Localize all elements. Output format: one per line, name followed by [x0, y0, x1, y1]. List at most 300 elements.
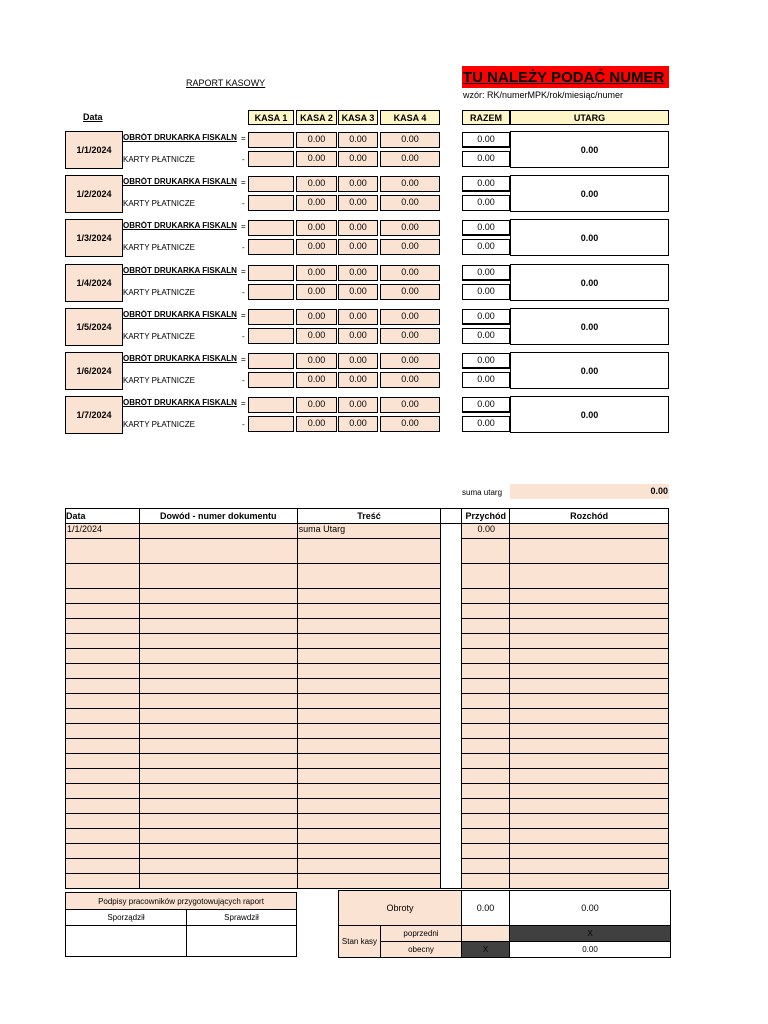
ledger-cell-document[interactable]	[139, 859, 297, 874]
ledger-cell-content[interactable]	[297, 664, 441, 679]
ledger-cell-document[interactable]	[139, 649, 297, 664]
ledger-cell-expense[interactable]	[510, 564, 669, 589]
ledger-cell-income[interactable]: 0.00	[462, 524, 510, 539]
ledger-cell-expense[interactable]	[510, 799, 669, 814]
ledger-cell-date[interactable]	[66, 799, 140, 814]
payment-cards-dash: -	[242, 332, 245, 341]
fiscal-printer-label: OBRÓT DRUKARKA FISKALN	[123, 177, 237, 186]
fiscal-printer-label: OBRÓT DRUKARKA FISKALN	[123, 221, 237, 230]
report-title: RAPORT KASOWY	[186, 78, 266, 88]
ledger-cell-income[interactable]	[462, 709, 510, 724]
ledger-cell-content[interactable]	[297, 739, 441, 754]
fiscal-printer-label: OBRÓT DRUKARKA FISKALN	[123, 354, 237, 363]
ledger-cell-content[interactable]	[297, 619, 441, 634]
ledger-row	[66, 814, 669, 829]
ledger-cell-expense[interactable]	[510, 844, 669, 859]
kasa4-cards-input[interactable]: 0.00	[380, 239, 440, 255]
kasa4-fiscal-input[interactable]: 0.00	[380, 132, 440, 148]
day-date: 1/3/2024	[65, 219, 123, 257]
kasa3-cards-input[interactable]: 0.00	[338, 284, 378, 300]
kasa4-fiscal-input[interactable]: 0.00	[380, 265, 440, 281]
ledger-cell-date[interactable]	[66, 694, 140, 709]
day-date: 1/7/2024	[65, 396, 123, 434]
fiscal-printer-equals: =	[241, 134, 246, 143]
ledger-row	[66, 634, 669, 649]
ledger-cell-content[interactable]	[297, 679, 441, 694]
ledger-cell-expense[interactable]	[510, 754, 669, 769]
fiscal-printer-label: OBRÓT DRUKARKA FISKALN	[123, 310, 237, 319]
ledger-cell-content[interactable]	[297, 784, 441, 799]
current-x-cell: X	[462, 941, 510, 957]
ledger-cell-date[interactable]	[66, 679, 140, 694]
ledger-row	[66, 649, 669, 664]
ledger-cell-content[interactable]	[297, 694, 441, 709]
ledger-cell-date[interactable]	[66, 784, 140, 799]
ledger-cell-document[interactable]	[139, 604, 297, 619]
ledger-cell-income[interactable]	[462, 589, 510, 604]
kasa2-fiscal-input[interactable]: 0.00	[296, 220, 337, 236]
kasa1-cards-input[interactable]	[248, 195, 294, 211]
number-pattern: wzór: RK/numerMPK/rok/miesiąc/numer	[463, 90, 624, 100]
kasa4-fiscal-input[interactable]: 0.00	[380, 309, 440, 325]
ledger-header-expense: Rozchód	[510, 509, 669, 524]
ledger-row	[66, 874, 669, 889]
ledger-cell-income[interactable]	[462, 679, 510, 694]
kasa4-cards-input[interactable]: 0.00	[380, 372, 440, 388]
kasa2-fiscal-input[interactable]: 0.00	[296, 309, 337, 325]
ledger-cell-document[interactable]	[139, 679, 297, 694]
ledger-cell-income[interactable]	[462, 814, 510, 829]
ledger-cell-expense[interactable]	[510, 874, 669, 889]
ledger-cell-date[interactable]	[66, 604, 140, 619]
ledger-cell-content[interactable]	[297, 564, 441, 589]
ledger-cell-income[interactable]	[462, 844, 510, 859]
ledger-cell-blank	[441, 739, 462, 754]
prepared-by-label: Sporządził	[107, 913, 145, 922]
ledger-cell-document[interactable]	[139, 784, 297, 799]
ledger-cell-content[interactable]	[297, 754, 441, 769]
ledger-cell-expense[interactable]	[510, 679, 669, 694]
ledger-cell-expense[interactable]	[510, 539, 669, 564]
ledger-cell-document[interactable]	[139, 844, 297, 859]
ledger-header-row	[66, 509, 669, 524]
payment-cards-dash: -	[242, 199, 245, 208]
payment-cards-label: KARTY PŁATNICZE	[123, 243, 196, 252]
ledger-cell-date[interactable]	[66, 844, 140, 859]
kasa4-fiscal-input[interactable]: 0.00	[380, 176, 440, 192]
ledger-cell-blank	[441, 784, 462, 799]
payment-cards-dash: -	[242, 420, 245, 429]
ledger-cell-expense[interactable]	[510, 619, 669, 634]
utarg-value: 0.00	[510, 396, 669, 433]
fiscal-printer-equals: =	[241, 178, 246, 187]
kasa1-cards-input[interactable]	[248, 239, 294, 255]
razem-header: RAZEM	[462, 110, 510, 125]
turnover-expense: 0.00	[581, 903, 599, 913]
kasa3-fiscal-input[interactable]: 0.00	[338, 220, 378, 236]
ledger-cell-income[interactable]	[462, 799, 510, 814]
checked-by-label: Sprawdził	[186, 910, 296, 925]
ledger-cell-expense[interactable]	[510, 694, 669, 709]
payment-cards-label: KARTY PŁATNICZE	[123, 420, 196, 429]
kasa1-fiscal-input[interactable]	[248, 353, 294, 369]
ledger-row	[66, 589, 669, 604]
kasa2-header: KASA 2	[296, 110, 337, 125]
ledger-cell-blank	[441, 829, 462, 844]
ledger-cell-income[interactable]	[462, 874, 510, 889]
utarg-value: 0.00	[510, 264, 669, 301]
kasa4-fiscal-input[interactable]: 0.00	[380, 397, 440, 413]
ledger-cell-content[interactable]	[297, 589, 441, 604]
ledger-row	[66, 859, 669, 874]
ledger-cell-income[interactable]	[462, 649, 510, 664]
utarg-value: 0.00	[510, 219, 669, 256]
utarg-value: 0.00	[510, 175, 669, 212]
kasa4-cards-input[interactable]: 0.00	[380, 284, 440, 300]
ledger-cell-expense[interactable]	[510, 739, 669, 754]
ledger-cell-document[interactable]	[139, 664, 297, 679]
ledger-cell-document[interactable]	[139, 539, 297, 564]
kasa3-fiscal-input[interactable]: 0.00	[338, 265, 378, 281]
ledger-row	[66, 739, 669, 754]
day-date: 1/6/2024	[65, 352, 123, 390]
ledger-cell-blank	[441, 709, 462, 724]
ledger-cell-document[interactable]	[139, 754, 297, 769]
kasa3-cards-input[interactable]: 0.00	[338, 372, 378, 388]
ledger-cell-date[interactable]	[66, 769, 140, 784]
ledger-cell-expense[interactable]	[510, 724, 669, 739]
ledger-cell-content[interactable]	[297, 799, 441, 814]
ledger-cell-income[interactable]	[462, 539, 510, 564]
ledger-cell-income[interactable]	[462, 619, 510, 634]
ledger-cell-blank	[441, 874, 462, 889]
ledger-cell-document[interactable]	[139, 829, 297, 844]
payment-cards-label: KARTY PŁATNICZE	[123, 288, 196, 297]
ledger-cell-income[interactable]	[462, 694, 510, 709]
ledger-cell-expense[interactable]	[510, 524, 669, 539]
ledger-cell-income[interactable]	[462, 829, 510, 844]
razem-cards-value: 0.00	[462, 372, 510, 388]
razem-cards-value: 0.00	[462, 284, 510, 300]
signatures-title: Podpisy pracowników przygotowujących raport	[66, 893, 296, 910]
ledger-header-income: Przychód	[462, 509, 510, 524]
ledger-cell-blank	[441, 724, 462, 739]
kasa3-cards-input[interactable]: 0.00	[338, 416, 378, 432]
ledger-cell-content[interactable]	[297, 709, 441, 724]
ledger-cell-document[interactable]	[139, 694, 297, 709]
ledger-header-blank	[441, 509, 462, 524]
kasa1-fiscal-input[interactable]	[248, 309, 294, 325]
kasa2-fiscal-input[interactable]: 0.00	[296, 265, 337, 281]
kasa2-fiscal-input[interactable]: 0.00	[296, 397, 337, 413]
ledger-cell-document[interactable]	[139, 589, 297, 604]
kasa1-fiscal-input[interactable]	[248, 132, 294, 148]
kasa3-cards-input[interactable]: 0.00	[338, 328, 378, 344]
kasa3-fiscal-input[interactable]: 0.00	[338, 132, 378, 148]
ledger-cell-date[interactable]	[66, 539, 140, 564]
ledger-row	[66, 564, 669, 589]
ledger-cell-blank	[441, 769, 462, 784]
kasa2-cards-input[interactable]: 0.00	[296, 284, 337, 300]
previous-value[interactable]	[462, 925, 510, 941]
ledger-header-document: Dowód - numer dokumentu	[139, 509, 297, 524]
ledger-cell-expense[interactable]	[510, 784, 669, 799]
kasa1-fiscal-input[interactable]	[248, 176, 294, 192]
fiscal-printer-equals: =	[241, 222, 246, 231]
payment-cards-label: KARTY PŁATNICZE	[123, 199, 196, 208]
ledger-cell-blank	[441, 694, 462, 709]
ledger-row	[66, 664, 669, 679]
ledger-cell-income[interactable]	[462, 564, 510, 589]
ledger-row	[66, 754, 669, 769]
ledger-row	[66, 724, 669, 739]
current-label: obecny	[381, 941, 462, 957]
fiscal-printer-equals: =	[241, 311, 246, 320]
kasa4-cards-input[interactable]: 0.00	[380, 416, 440, 432]
ledger-cell-expense[interactable]	[510, 829, 669, 844]
ledger-cell-expense[interactable]	[510, 814, 669, 829]
payment-cards-dash: -	[242, 376, 245, 385]
ledger-cell-content[interactable]	[297, 649, 441, 664]
kasa2-cards-input[interactable]: 0.00	[296, 372, 337, 388]
ledger-cell-income[interactable]	[462, 754, 510, 769]
kasa4-cards-input[interactable]: 0.00	[380, 195, 440, 211]
kasa2-cards-input[interactable]: 0.00	[296, 195, 337, 211]
razem-fiscal-value: 0.00	[462, 265, 510, 281]
utarg-value: 0.00	[510, 352, 669, 389]
razem-fiscal-value: 0.00	[462, 309, 510, 325]
ledger-cell-blank	[441, 844, 462, 859]
ledger-cell-income[interactable]	[462, 724, 510, 739]
ledger-row	[66, 604, 669, 619]
ledger-cell-blank	[441, 539, 462, 564]
razem-fiscal-value: 0.00	[462, 353, 510, 369]
razem-cards-value: 0.00	[462, 239, 510, 255]
turnover-income: 0.00	[462, 891, 510, 925]
ledger-cell-blank	[441, 619, 462, 634]
ledger-row	[66, 709, 669, 724]
ledger-cell-date[interactable]	[66, 754, 140, 769]
kasa2-cards-input[interactable]: 0.00	[296, 151, 337, 167]
day-date: 1/4/2024	[65, 264, 123, 302]
ledger-cell-expense[interactable]	[510, 589, 669, 604]
ledger-header-content: Treść	[297, 509, 441, 524]
razem-fiscal-value: 0.00	[462, 397, 510, 413]
kasa1-cards-input[interactable]	[248, 284, 294, 300]
razem-cards-value: 0.00	[462, 195, 510, 211]
ledger-cell-date[interactable]	[66, 724, 140, 739]
ledger-cell-blank	[441, 754, 462, 769]
kasa3-fiscal-input[interactable]: 0.00	[338, 309, 378, 325]
razem-cards-value: 0.00	[462, 151, 510, 167]
ledger-cell-income[interactable]	[462, 664, 510, 679]
kasa3-cards-input[interactable]: 0.00	[338, 151, 378, 167]
ledger-cell-blank	[441, 649, 462, 664]
utarg-value: 0.00	[510, 131, 669, 168]
day-date: 1/2/2024	[65, 175, 123, 213]
checked-by-signature[interactable]	[186, 925, 296, 956]
ledger-cell-document[interactable]	[139, 814, 297, 829]
ledger-cell-content[interactable]	[297, 724, 441, 739]
ledger-cell-expense[interactable]	[510, 664, 669, 679]
ledger-cell-income[interactable]	[462, 769, 510, 784]
razem-fiscal-value: 0.00	[462, 220, 510, 236]
ledger-cell-date[interactable]	[66, 564, 140, 589]
ledger-cell-document[interactable]	[139, 739, 297, 754]
payment-cards-dash: -	[242, 155, 245, 164]
ledger-cell-date[interactable]	[66, 859, 140, 874]
ledger-cell-income[interactable]	[462, 634, 510, 649]
ledger-cell-expense[interactable]	[510, 859, 669, 874]
ledger-row	[66, 679, 669, 694]
fiscal-printer-equals: =	[241, 399, 246, 408]
utarg-value: 0.00	[510, 308, 669, 345]
ledger-cell-expense[interactable]	[510, 634, 669, 649]
ledger-cell-blank	[441, 524, 462, 539]
ledger-row	[66, 799, 669, 814]
summary-value: 0.00	[510, 484, 669, 499]
date-column-header: Data	[83, 112, 103, 122]
ledger-cell-income[interactable]	[462, 604, 510, 619]
fiscal-printer-equals: =	[241, 267, 246, 276]
current-value: 0.00	[510, 941, 670, 957]
ledger-row	[66, 524, 669, 539]
ledger-cell-document[interactable]	[139, 524, 297, 539]
payment-cards-label: KARTY PŁATNICZE	[123, 155, 196, 164]
kasa2-fiscal-input[interactable]: 0.00	[296, 353, 337, 369]
ledger-cell-date[interactable]	[66, 589, 140, 604]
ledger-cell-document[interactable]	[139, 799, 297, 814]
ledger-cell-blank	[441, 664, 462, 679]
kasa2-cards-input[interactable]: 0.00	[296, 328, 337, 344]
ledger-row	[66, 539, 669, 564]
ledger-cell-date[interactable]	[66, 664, 140, 679]
ledger-cell-date[interactable]	[66, 814, 140, 829]
ledger-row	[66, 769, 669, 784]
fiscal-printer-label: OBRÓT DRUKARKA FISKALN	[123, 133, 237, 142]
payment-cards-label: KARTY PŁATNICZE	[123, 376, 196, 385]
ledger-cell-blank	[441, 859, 462, 874]
summary-label: suma utarg	[462, 488, 503, 497]
kasa1-fiscal-input[interactable]	[248, 220, 294, 236]
kasa1-cards-input[interactable]	[248, 372, 294, 388]
previous-label: poprzedni	[381, 925, 462, 941]
kasa1-fiscal-input[interactable]	[248, 265, 294, 281]
ledger-row	[66, 829, 669, 844]
kasa4-fiscal-input[interactable]: 0.00	[380, 220, 440, 236]
ledger-cell-document[interactable]	[139, 634, 297, 649]
kasa3-cards-input[interactable]: 0.00	[338, 195, 378, 211]
ledger-cell-blank	[441, 564, 462, 589]
ledger-cell-document[interactable]	[139, 709, 297, 724]
balance-box	[338, 890, 671, 958]
ledger-cell-content[interactable]	[297, 634, 441, 649]
kasa3-header: KASA 3	[338, 110, 378, 125]
ledger-cell-document[interactable]	[139, 564, 297, 589]
ledger-cell-date[interactable]	[66, 619, 140, 634]
ledger-header-date: Data	[66, 509, 140, 524]
ledger-cell-expense[interactable]	[510, 709, 669, 724]
kasa3-fiscal-input[interactable]: 0.00	[338, 176, 378, 192]
ledger-cell-income[interactable]	[462, 859, 510, 874]
ledger-cell-date[interactable]: 1/1/2024	[66, 524, 140, 539]
ledger-cell-document[interactable]	[139, 769, 297, 784]
kasa1-header: KASA 1	[248, 110, 294, 125]
ledger-cell-date[interactable]	[66, 739, 140, 754]
ledger-cell-content[interactable]	[297, 769, 441, 784]
ledger-cell-content[interactable]	[297, 829, 441, 844]
kasa1-cards-input[interactable]	[248, 328, 294, 344]
kasa2-fiscal-input[interactable]: 0.00	[296, 132, 337, 148]
razem-fiscal-value: 0.00	[462, 132, 510, 148]
prepared-by-signature[interactable]	[66, 925, 186, 956]
kasa2-cards-input[interactable]: 0.00	[296, 239, 337, 255]
cash-state-label: Stan kasy	[339, 925, 381, 957]
ledger-row	[66, 844, 669, 859]
ledger-cell-income[interactable]	[462, 784, 510, 799]
kasa4-cards-input[interactable]: 0.00	[380, 151, 440, 167]
kasa3-fiscal-input[interactable]: 0.00	[338, 353, 378, 369]
ledger-cell-expense[interactable]	[510, 769, 669, 784]
ledger-cell-content[interactable]	[297, 874, 441, 889]
ledger-cell-blank	[441, 679, 462, 694]
kasa1-cards-input[interactable]	[248, 151, 294, 167]
ledger-cell-content[interactable]	[297, 539, 441, 564]
kasa2-fiscal-input[interactable]: 0.00	[296, 176, 337, 192]
day-date: 1/1/2024	[65, 131, 123, 169]
kasa2-cards-input[interactable]: 0.00	[296, 416, 337, 432]
ledger-cell-date[interactable]	[66, 709, 140, 724]
ledger-row	[66, 694, 669, 709]
ledger-cell-date[interactable]	[66, 829, 140, 844]
ledger-cell-expense[interactable]	[510, 649, 669, 664]
ledger-cell-expense[interactable]	[510, 604, 669, 619]
ledger-cell-blank	[441, 604, 462, 619]
kasa3-fiscal-input[interactable]: 0.00	[338, 397, 378, 413]
ledger-cell-content[interactable]: suma Utarg	[297, 524, 441, 539]
ledger-cell-blank	[441, 814, 462, 829]
fiscal-printer-label: OBRÓT DRUKARKA FISKALN	[123, 398, 237, 407]
ledger-cell-content[interactable]	[297, 859, 441, 874]
ledger-cell-blank	[441, 799, 462, 814]
ledger-cell-content[interactable]	[297, 844, 441, 859]
ledger-cell-content[interactable]	[297, 604, 441, 619]
kasa1-cards-input[interactable]	[248, 416, 294, 432]
ledger-cell-income[interactable]	[462, 739, 510, 754]
kasa4-cards-input[interactable]: 0.00	[380, 328, 440, 344]
signatures-box	[65, 892, 297, 957]
ledger-row	[66, 784, 669, 799]
ledger-cell-date[interactable]	[66, 874, 140, 889]
razem-fiscal-value: 0.00	[462, 176, 510, 192]
utarg-header: UTARG	[510, 110, 669, 125]
ledger-cell-content[interactable]	[297, 814, 441, 829]
payment-cards-label: KARTY PŁATNICZE	[123, 332, 196, 341]
kasa1-fiscal-input[interactable]	[248, 397, 294, 413]
ledger-cell-document[interactable]	[139, 619, 297, 634]
fiscal-printer-label: OBRÓT DRUKARKA FISKALN	[123, 266, 237, 275]
ledger-cell-document[interactable]	[139, 874, 297, 889]
ledger-cell-date[interactable]	[66, 634, 140, 649]
fiscal-printer-equals: =	[241, 355, 246, 364]
previous-x-cell: X	[510, 925, 670, 941]
ledger-cell-document[interactable]	[139, 724, 297, 739]
ledger-cell-date[interactable]	[66, 649, 140, 664]
report-number-notice[interactable]: TU NALEŻY PODAĆ NUMER	[462, 66, 669, 88]
kasa3-cards-input[interactable]: 0.00	[338, 239, 378, 255]
ledger-cell-blank	[441, 589, 462, 604]
kasa4-fiscal-input[interactable]: 0.00	[380, 353, 440, 369]
